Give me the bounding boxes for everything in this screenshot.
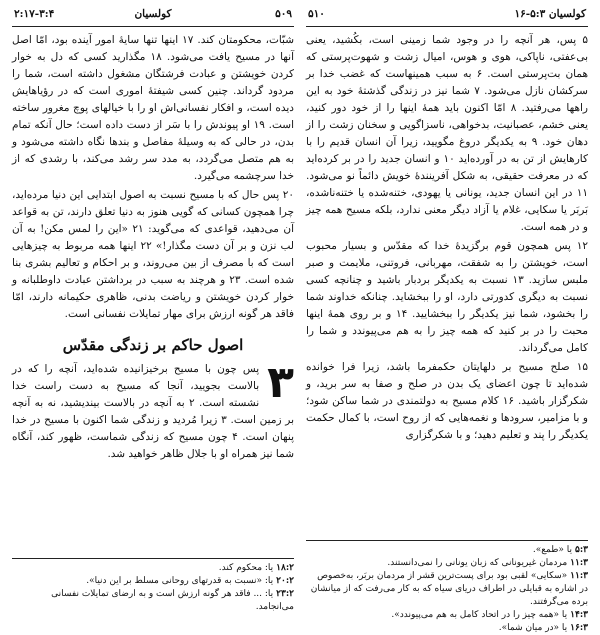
footnote-divider [12, 558, 294, 559]
paragraph: شبّات، محکومتان کند. ۱۷ اینها تنها سایهٔ امور آینده بود، امّا اصل آنها در مسیح یافت می‌شود. ۱۸ مگذارید کسی که دل به خوار کردن خویشتن و عبادت فرشتگان مشغول داشته است، شما را مردود گرداند. چنین کسی شیفتهٔ اموری است که در رؤیاهایش دیده است، و افکار نفسانی‌اش او را با خیالهای پوچ مغرور ساخته است. ۱۹ او پیوندش را با سَر از دست داده است؛ حال آنکه تمام بدن، در حالی که به وسیلهٔ مفاصل و بندها نگاه داشته می‌شود و به هم متصل می‌گردد، به مدد سر رشد می‌کند، با رشدی که از خدا سرچشمه می‌گیرد. [12, 34, 295, 182]
right-page [306, 0, 589, 633]
paragraph: ۱۵ صلح مسیح بر دلهایتان حکمفرما باشد، زیرا فرا خوانده شده‌اید تا چون اعضای یک بدن در صلح و صفا به سر برید، و شکرگزار باشید. ۱۶ کلام مسیح به دولتمندی در شما ساکن شود؛ و با مزامیر، سرودها و نغمه‌هایی که از روح است، با کمال حکمت یکدیگر را پند و تعلیم دهید؛ و با شکرگزاری [306, 361, 588, 441]
running-header [306, 6, 588, 27]
section-heading: اصول حاکم بر زندگی مقدّس [62, 336, 244, 354]
footnote: ۵:۳یا «طمع». [532, 545, 588, 555]
header-book-title: کولسیان [134, 8, 172, 20]
body-text [306, 32, 588, 446]
running-header [12, 6, 294, 27]
footnote: ۱۸:۲یا: محکوم کند. [218, 563, 294, 573]
body-text [12, 32, 294, 465]
paragraph: ۵ پس، هر آنچه را در وجود شما زمینی است، بکُشید، یعنی بی‌عفتی، ناپاکی، هوی و هوس، امیال زشت و شهوت‌پرستی که همان بت‌پرستی است. ۶ به سبب همینهاست که غضب خدا بر سرکشان نازل می‌شود. ۷ شما نیز در زندگی گذشتهٔ خود به این راهها می‌رفتید. ۸ امّا اکنون باید همهٔ اینها را از خود دور کنید، یعنی خشم، عصبانیت، بدخواهی، ناسزاگویی و سخنان زشت را از دهان خود. ۹ به یکدیگر دروغ مگویید، زیرا آن انسان قدیم را با کارهایش از تن به در آورده‌اید ۱۰ و انسان جدید را در بر کرده‌اید که در معرفت حقیقی، به شکل آفرینندهٔ خویش دائماً نو می‌شود. ۱۱ در این انسان جدید، یونانی یا یهودی، ختنه‌شده یا ختنه‌ناشده، بَربَر یا سکایی، غلام یا آزاد دیگر معنی ندارد، بلکه مسیح همه چیز و در همه است. [306, 34, 588, 233]
chapter-paragraph: ۳ پس چون با مسیح برخیزانیده شده‌اید، آنچه را که در بالاست بجویید، آنجا که مسیح به دست راست خدا نشسته است. ۲ به آنچه در بالاست بیندیشید، نه به آنچه بر زمین است. ۳ زیرا مُردید و زندگی شما اکنون با مسیح در خدا پنهان است. ۴ چون مسیح که زندگی شماست، ظهور کند، آنگاه شما نیز همراه او با جلال ظاهر خواهید شد. [12, 357, 294, 460]
footnotes [306, 544, 588, 635]
footnote-divider [306, 540, 588, 541]
footnote: ۱۴:۳یا «همه چیز را در اتحاد کامل به هم می‌پیوندد». [391, 610, 588, 620]
header-book-ref: کولسیان ۵:۳-۱۶ [514, 8, 586, 20]
paragraph: ۲۰ پس حال که با مسیح نسبت به اصول ابتدایی این دنیا مرده‌اید، چرا همچون کسانی که گویی هنوز به دنیا تعلق دارند، تن به قواعد آن می‌دهید، قواعدی که می‌گوید: ۲۱ «این را لمس مکن! به آن لب نزن و بر آن دست مگذار!» ۲۲ اینها همه مربوط به چیزهایی است که با مصرف از بین می‌روند، و بر احکام و تعالیم بشری بنا شده است. ۲۳ و هرچند به سبب در برداشتن عبادت داوطلبانه و خوار کردن خویشتن و ریاضت بدنی، ظاهری حکیمانه دارند، امّا فاقد هر گونه ارزش برای مهار تمایلات نفسانی است. [12, 189, 294, 320]
paragraph: ۱۲ پس همچون قوم برگزیدهٔ خدا که مقدّس و بسیار محبوب است، خویشتن را به شفقت، مهربانی، فروتنی، ملایمت و صبر ملبس سازید. ۱۳ نسبت به یکدیگر بردبار باشید و چنانچه کسی نسبت به دیگری کدورتی دارد، او را ببخشاید. چنانکه خداوند شما را بخشود، شما نیز یکدیگر را ببخشایید. ۱۴ و بر روی همهٔ اینها محبت را در بر کنید که همه چیز را به هم می‌پیوندد و شما را کامل می‌گرداند. [306, 240, 589, 354]
header-verse-range: ۲:۱۷-۳:۴ [14, 8, 55, 20]
page-number: ۵۱۰ [308, 8, 325, 20]
chapter-number: ۳ [267, 357, 294, 408]
footnotes [12, 562, 294, 614]
page-number: ۵۰۹ [275, 8, 292, 20]
footnote: ۲۳:۲یا: ... فاقد هر گونه ارزش است و به ارضای تمایلات نفسانی می‌انجامد. [51, 589, 294, 612]
footnote: ۲۰:۲یا: «نسبت به قدرتهای روحانی مسلط بر این دنیا». [86, 576, 294, 586]
footnote: ۱۱:۳مردمان غیریونانی که زبان یونانی را نمی‌دانستند. [387, 558, 588, 568]
footnote: ۱۶:۳یا «در میان شما». [498, 623, 588, 633]
footnote: ۱۱:۳«سکایی» لقبی بود برای پست‌ترین قشر از مردمان بربَر، به‌خصوص در اشاره به قبایلی در اطراف دریای سیاه که به کار می‌رفت که از میانشان برده می‌گرفتند. [310, 571, 588, 607]
left-page [12, 0, 294, 626]
